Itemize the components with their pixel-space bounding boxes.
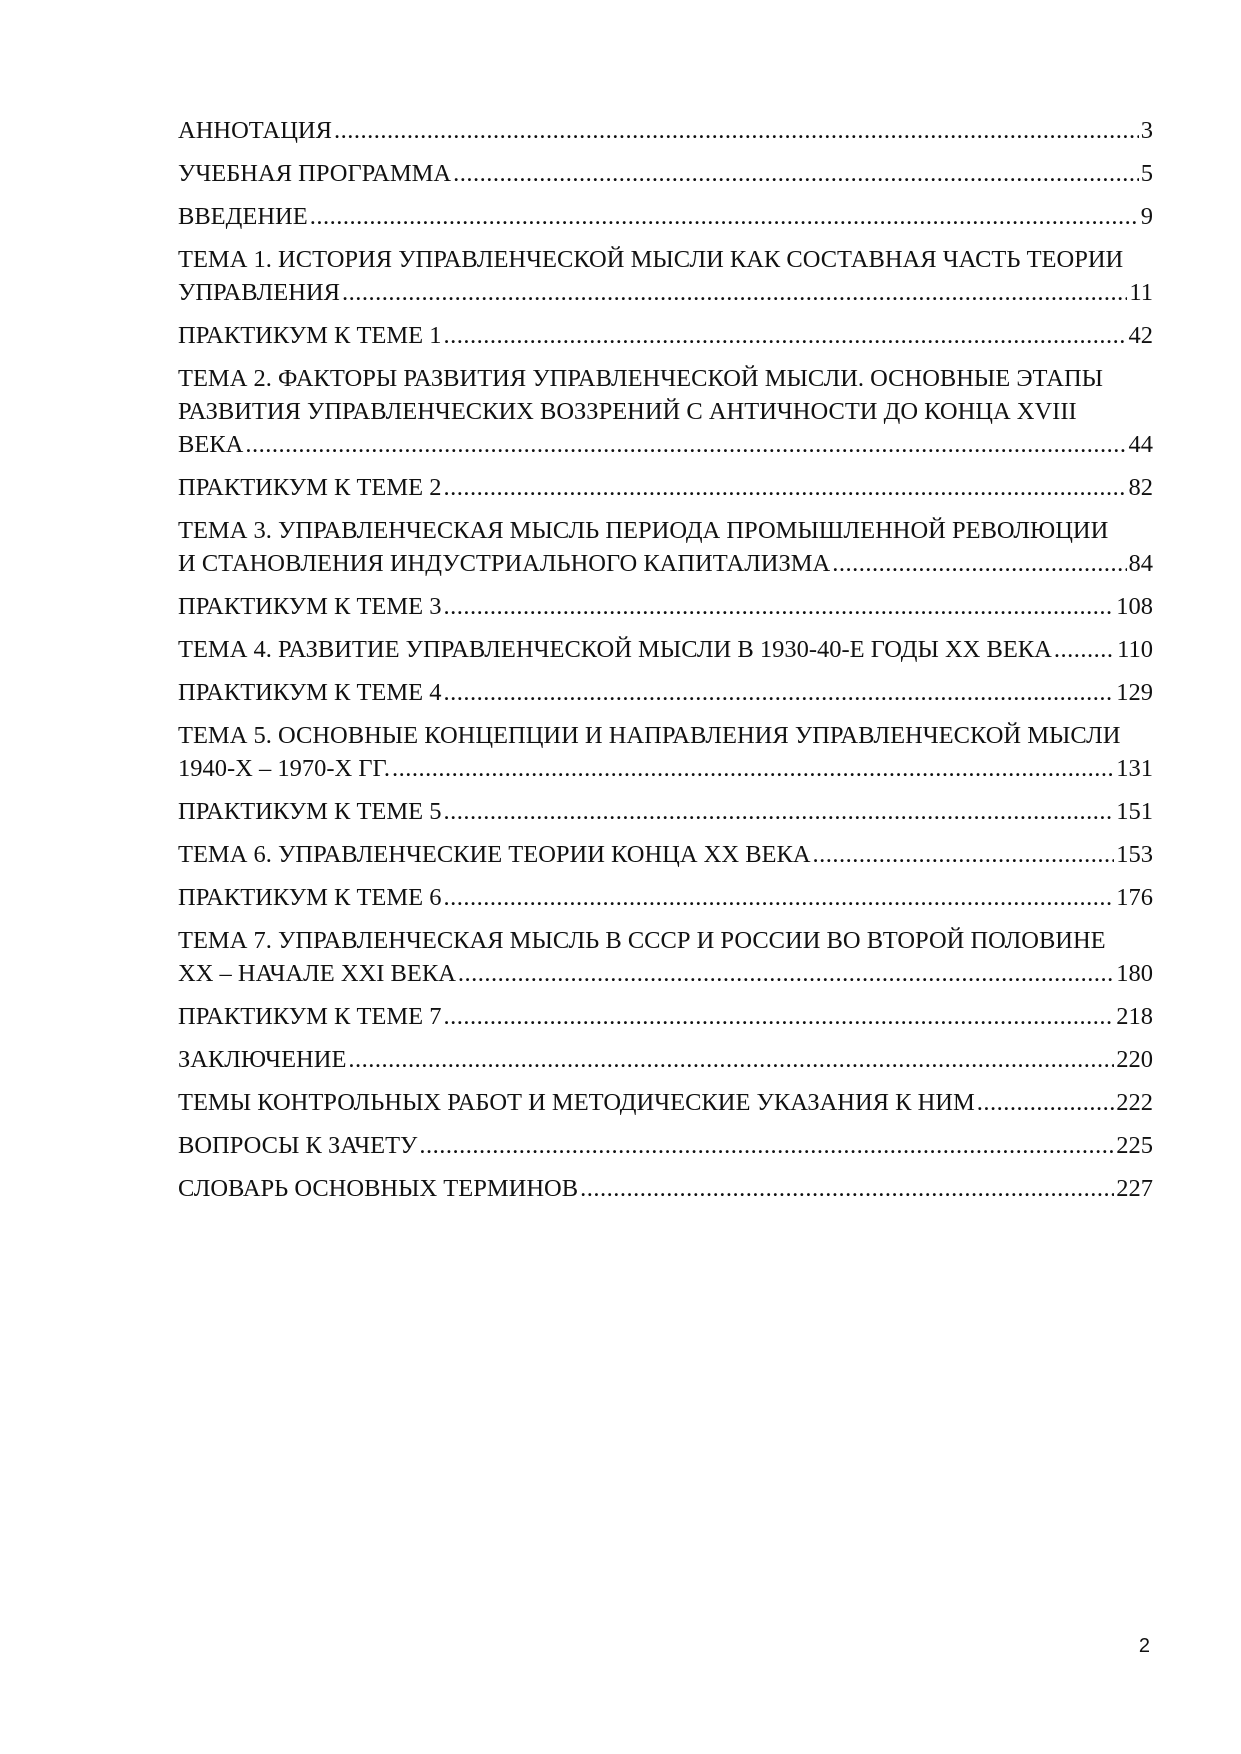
- toc-entry-title-line: ТЕМА 4. РАЗВИТИЕ УПРАВЛЕНЧЕСКОЙ МЫСЛИ В 1930-40-Е ГОДЫ XX ВЕКА: [178, 636, 1052, 663]
- toc-entry-title-line: УПРАВЛЕНИЯ: [178, 279, 340, 306]
- toc-entry-title-line: ПРАКТИКУМ К ТЕМЕ 6: [178, 884, 442, 911]
- dot-leader: [310, 200, 1139, 233]
- toc-entry-page-number: 151: [1116, 798, 1153, 825]
- dot-leader: [444, 676, 1115, 709]
- toc-entry-page-number: 11: [1129, 279, 1153, 306]
- toc-entry-page-number: 153: [1116, 841, 1153, 868]
- toc-entry-row: [178, 1000, 1153, 1033]
- toc-entry[interactable]: [178, 1129, 1153, 1162]
- dot-leader: [580, 1172, 1114, 1205]
- dot-leader: [342, 276, 1127, 309]
- toc-entry-page-number: 225: [1116, 1132, 1153, 1159]
- toc-entry-title-line: ТЕМА 2. ФАКТОРЫ РАЗВИТИЯ УПРАВЛЕНЧЕСКОЙ МЫСЛИ. ОСНОВНЫЕ ЭТАПЫ: [178, 365, 1104, 392]
- toc-entry-row: [178, 157, 1153, 190]
- toc-entry[interactable]: [178, 1086, 1153, 1119]
- toc-entry[interactable]: [178, 719, 1153, 785]
- toc-entry-title-line: ТЕМА 6. УПРАВЛЕНЧЕСКИЕ ТЕОРИИ КОНЦА XX ВЕКА: [178, 841, 811, 868]
- toc-entry-title-line: 1940-Х – 1970-Х ГГ.: [178, 755, 391, 782]
- dot-leader: [453, 157, 1139, 190]
- toc-entry-page-number: 44: [1128, 431, 1153, 458]
- toc-entry-title-line: ТЕМЫ КОНТРОЛЬНЫХ РАБОТ И МЕТОДИЧЕСКИЕ УКАЗАНИЯ К НИМ: [178, 1089, 975, 1116]
- toc-entry[interactable]: [178, 114, 1153, 147]
- table-of-contents: [178, 114, 1153, 1215]
- toc-entry-title-line: РАЗВИТИЯ УПРАВЛЕНЧЕСКИХ ВОЗЗРЕНИЙ С АНТИЧНОСТИ ДО КОНЦА XVIII: [178, 398, 1077, 425]
- toc-entry-title-line: СЛОВАРЬ ОСНОВНЫХ ТЕРМИНОВ: [178, 1175, 579, 1202]
- toc-entry-title-line: ТЕМА 1. ИСТОРИЯ УПРАВЛЕНЧЕСКОЙ МЫСЛИ КАК СОСТАВНАЯ ЧАСТЬ ТЕОРИИ: [178, 246, 1124, 273]
- toc-entry-row: [178, 633, 1153, 666]
- toc-entry-page-number: 3: [1140, 117, 1153, 144]
- toc-entry-page-number: 222: [1116, 1089, 1153, 1116]
- toc-entry[interactable]: [178, 881, 1153, 914]
- dot-leader: [832, 547, 1126, 580]
- dot-leader: [444, 590, 1115, 623]
- toc-entry[interactable]: [178, 924, 1153, 990]
- toc-entry-title-line: ПРАКТИКУМ К ТЕМЕ 3: [178, 593, 442, 620]
- toc-entry-row: [178, 881, 1153, 914]
- dot-leader: [444, 471, 1127, 504]
- dot-leader: [1054, 633, 1115, 666]
- toc-entry[interactable]: [178, 1172, 1153, 1205]
- toc-entry-page-number: 227: [1116, 1175, 1153, 1202]
- toc-entry-page-number: 131: [1116, 755, 1153, 782]
- toc-entry-row: [178, 547, 1153, 580]
- toc-entry-title-line: XX – НАЧАЛЕ XXI ВЕКА: [178, 960, 456, 987]
- toc-entry-row: [178, 957, 1153, 990]
- dot-leader: [392, 752, 1114, 785]
- toc-entry-title-line: ПРАКТИКУМ К ТЕМЕ 2: [178, 474, 442, 501]
- toc-entry-row: [178, 319, 1153, 352]
- toc-entry-row: [178, 838, 1153, 871]
- toc-entry-page-number: 180: [1116, 960, 1153, 987]
- toc-entry-page-number: 129: [1116, 679, 1153, 706]
- toc-entry-title-line: ТЕМА 5. ОСНОВНЫЕ КОНЦЕПЦИИ И НАПРАВЛЕНИЯ УПРАВЛЕНЧЕСКОЙ МЫСЛИ: [178, 722, 1121, 749]
- toc-entry[interactable]: [178, 514, 1153, 580]
- toc-entry-title-line: ЗАКЛЮЧЕНИЕ: [178, 1046, 347, 1073]
- toc-entry[interactable]: [178, 676, 1153, 709]
- dot-leader: [245, 428, 1126, 461]
- dot-leader: [444, 1000, 1115, 1033]
- toc-entry-title-line: ВВЕДЕНИЕ: [178, 203, 308, 230]
- dot-leader: [977, 1086, 1114, 1119]
- toc-entry-page-number: 9: [1140, 203, 1153, 230]
- toc-entry-row: [178, 114, 1153, 147]
- dot-leader: [348, 1043, 1114, 1076]
- toc-entry-page-number: 220: [1116, 1046, 1153, 1073]
- toc-entry-row: [178, 590, 1153, 623]
- toc-entry-page-number: 42: [1128, 322, 1153, 349]
- toc-entry-title-line: ВОПРОСЫ К ЗАЧЕТУ: [178, 1132, 418, 1159]
- toc-entry-row: [178, 676, 1153, 709]
- dot-leader: [458, 957, 1114, 990]
- toc-entry-row: [178, 1043, 1153, 1076]
- toc-entry[interactable]: [178, 590, 1153, 623]
- toc-entry[interactable]: [178, 243, 1153, 309]
- toc-entry-row: [178, 752, 1153, 785]
- toc-entry[interactable]: [178, 362, 1153, 461]
- dot-leader: [444, 319, 1127, 352]
- toc-entry[interactable]: [178, 471, 1153, 504]
- toc-entry-title-line: УЧЕБНАЯ ПРОГРАММА: [178, 160, 452, 187]
- toc-entry-title-line: ПРАКТИКУМ К ТЕМЕ 5: [178, 798, 442, 825]
- toc-entry-title-line: ВЕКА: [178, 431, 244, 458]
- toc-entry-row: [178, 1172, 1153, 1205]
- dot-leader: [419, 1129, 1114, 1162]
- toc-entry-row: [178, 1086, 1153, 1119]
- toc-entry-page-number: 218: [1116, 1003, 1153, 1030]
- toc-entry-title-line: АННОТАЦИЯ: [178, 117, 332, 144]
- toc-entry[interactable]: [178, 200, 1153, 233]
- toc-entry[interactable]: [178, 157, 1153, 190]
- toc-entry-title-line: И СТАНОВЛЕНИЯ ИНДУСТРИАЛЬНОГО КАПИТАЛИЗМА: [178, 550, 831, 577]
- dot-leader: [444, 795, 1115, 828]
- toc-entry-page-number: 84: [1128, 550, 1153, 577]
- toc-entry-page-number: 82: [1128, 474, 1153, 501]
- page-number: 2: [1138, 1635, 1150, 1657]
- toc-entry[interactable]: [178, 633, 1153, 666]
- toc-entry-title-line: ПРАКТИКУМ К ТЕМЕ 4: [178, 679, 442, 706]
- toc-entry-title-line: ПРАКТИКУМ К ТЕМЕ 7: [178, 1003, 442, 1030]
- toc-entry-page-number: 110: [1117, 636, 1153, 663]
- toc-entry[interactable]: [178, 795, 1153, 828]
- toc-entry-page-number: 5: [1140, 160, 1153, 187]
- toc-entry-page-number: 108: [1116, 593, 1153, 620]
- toc-entry-title-line: ТЕМА 3. УПРАВЛЕНЧЕСКАЯ МЫСЛЬ ПЕРИОДА ПРОМЫШЛЕННОЙ РЕВОЛЮЦИИ: [178, 517, 1109, 544]
- toc-entry-page-number: 176: [1116, 884, 1153, 911]
- dot-leader: [813, 838, 1115, 871]
- dot-leader: [334, 114, 1139, 147]
- dot-leader: [444, 881, 1115, 914]
- toc-entry-title-line: ПРАКТИКУМ К ТЕМЕ 1: [178, 322, 442, 349]
- toc-entry-row: [178, 200, 1153, 233]
- toc-entry[interactable]: [178, 319, 1153, 352]
- toc-entry-row: [178, 276, 1153, 309]
- toc-entry-row: [178, 471, 1153, 504]
- toc-entry-row: [178, 428, 1153, 461]
- toc-entry-title-line: ТЕМА 7. УПРАВЛЕНЧЕСКАЯ МЫСЛЬ В СССР И РОССИИ ВО ВТОРОЙ ПОЛОВИНЕ: [178, 927, 1106, 954]
- toc-entry[interactable]: [178, 838, 1153, 871]
- toc-entry[interactable]: [178, 1043, 1153, 1076]
- toc-entry-row: [178, 795, 1153, 828]
- toc-entry-row: [178, 1129, 1153, 1162]
- toc-entry[interactable]: [178, 1000, 1153, 1033]
